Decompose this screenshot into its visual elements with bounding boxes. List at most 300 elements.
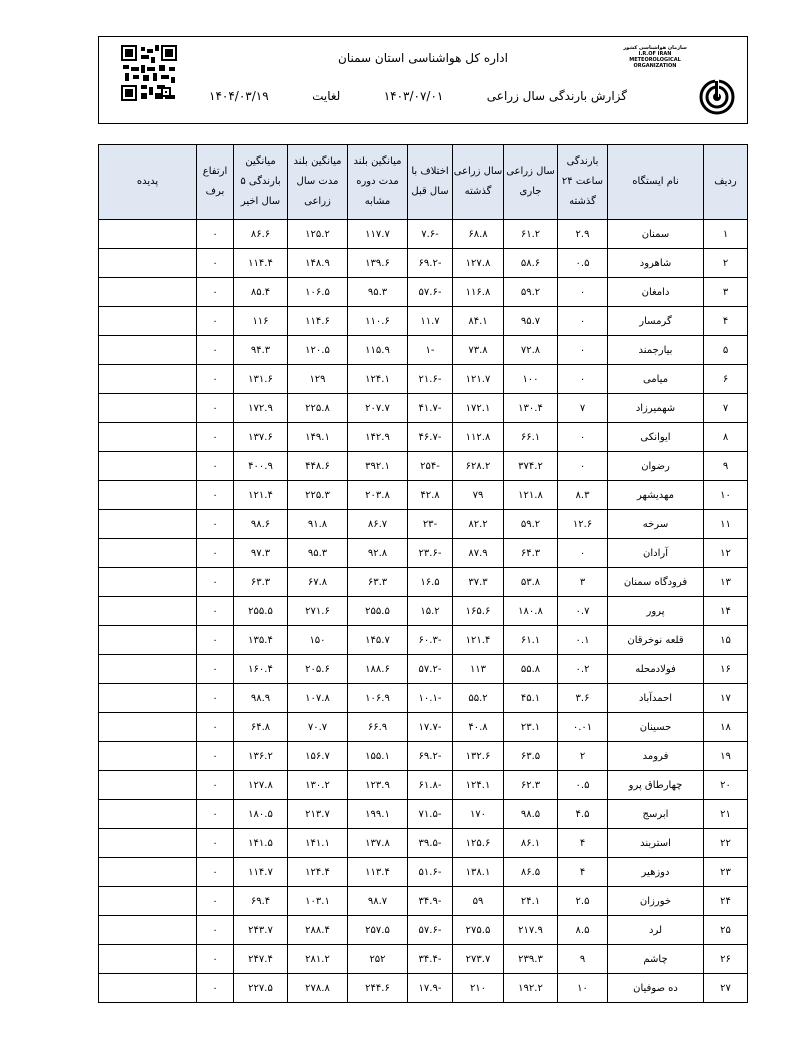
table-row	[99, 771, 748, 800]
table-cell: ۱۹۲.۲	[504, 974, 558, 1003]
table-cell: ۲۰۵.۶	[288, 655, 348, 684]
table-cell: ۱۱۴.۶	[288, 307, 348, 336]
table-cell: ۱۲	[704, 539, 748, 568]
column-header: اختلاف با سال قبل	[408, 145, 453, 220]
table-cell	[99, 829, 197, 858]
table-cell: ۰	[197, 365, 234, 394]
table-cell: ۲۵۷.۵	[348, 916, 408, 945]
qr-code-icon	[121, 45, 177, 101]
table-cell: ۱۵۶.۷	[288, 742, 348, 771]
table-cell	[99, 916, 197, 945]
table-cell: -۱	[408, 336, 453, 365]
table-cell: ۱۱.۷	[408, 307, 453, 336]
table-cell: ۰	[197, 510, 234, 539]
column-header: نام ایستگاه	[608, 145, 704, 220]
table-cell: ۸۶.۵	[504, 858, 558, 887]
table-cell: ۲۷۸.۸	[288, 974, 348, 1003]
table-cell: ۱۲۹	[288, 365, 348, 394]
report-header	[98, 36, 748, 124]
table-cell: گرمسار	[608, 307, 704, 336]
table-cell: ۶۲.۳	[504, 771, 558, 800]
table-cell: ۰	[197, 394, 234, 423]
table-cell: ۰	[197, 945, 234, 974]
table-cell: ۰	[558, 452, 608, 481]
table-cell: ۹	[704, 452, 748, 481]
table-cell: ۷	[704, 394, 748, 423]
table-cell: بیارجمند	[608, 336, 704, 365]
table-cell: ۱۱۷.۷	[348, 220, 408, 249]
table-cell: ۹۵.۳	[348, 278, 408, 307]
table-cell	[99, 713, 197, 742]
table-cell: ۰	[197, 278, 234, 307]
table-cell	[99, 655, 197, 684]
table-row	[99, 220, 748, 249]
table-cell: ۲۴۷.۴	[234, 945, 288, 974]
table-cell: ۱۲۳.۹	[348, 771, 408, 800]
table-cell: ۰	[558, 336, 608, 365]
table-cell: ۳	[558, 568, 608, 597]
table-cell: ۱۳۹.۶	[348, 249, 408, 278]
table-cell: ۱۳۲.۶	[453, 742, 504, 771]
table-cell: ۱۱	[704, 510, 748, 539]
table-cell: ۷۳.۸	[453, 336, 504, 365]
table-cell: ۴۰۰.۹	[234, 452, 288, 481]
table-cell: ۱۲۷.۸	[453, 249, 504, 278]
table-cell: ۰	[197, 887, 234, 916]
table-cell: ۹۵.۳	[288, 539, 348, 568]
table-cell: ۶۳.۳	[234, 568, 288, 597]
table-cell: ۱۲۴.۱	[453, 771, 504, 800]
table-body	[99, 220, 748, 1003]
table-cell: ۱۳۷.۸	[348, 829, 408, 858]
table-cell: ۹۴.۳	[234, 336, 288, 365]
column-header: سال زراعی جاری	[504, 145, 558, 220]
table-cell	[99, 742, 197, 771]
table-cell	[99, 452, 197, 481]
table-cell: ۸۷.۹	[453, 539, 504, 568]
table-row	[99, 713, 748, 742]
table-cell: مهدیشهر	[608, 481, 704, 510]
table-cell	[99, 423, 197, 452]
table-cell: ۱۴۲.۹	[348, 423, 408, 452]
table-cell: ۸۶.۶	[234, 220, 288, 249]
table-cell: -۲۱.۶	[408, 365, 453, 394]
table-cell: -۶۰.۳	[408, 626, 453, 655]
table-cell: ۵	[704, 336, 748, 365]
table-cell: ۳۷۴.۲	[504, 452, 558, 481]
table-cell: میامی	[608, 365, 704, 394]
table-cell: ۲۷۵.۵	[453, 916, 504, 945]
table-cell: -۲۳.۶	[408, 539, 453, 568]
table-cell: ۱۲۱.۷	[453, 365, 504, 394]
table-cell: ۶۷.۸	[288, 568, 348, 597]
table-cell: ۱۲.۶	[558, 510, 608, 539]
table-row	[99, 568, 748, 597]
table-cell: -۳۹.۵	[408, 829, 453, 858]
rainfall-table	[98, 144, 748, 1003]
table-cell: ۰	[558, 539, 608, 568]
table-cell: ۱۱۶.۸	[453, 278, 504, 307]
table-row	[99, 423, 748, 452]
table-row	[99, 307, 748, 336]
table-cell: ۲۴۳.۷	[234, 916, 288, 945]
table-cell: ۴۰.۸	[453, 713, 504, 742]
table-cell: ۱۴۵.۷	[348, 626, 408, 655]
table-cell	[99, 887, 197, 916]
table-cell: ۲۱	[704, 800, 748, 829]
table-cell: ۴.۵	[558, 800, 608, 829]
column-header: میانگین بلند مدت سال زراعی	[288, 145, 348, 220]
table-cell: ۴	[558, 829, 608, 858]
table-cell: ۶۸.۸	[453, 220, 504, 249]
table-cell: ۱۸۰.۵	[234, 800, 288, 829]
table-row	[99, 365, 748, 394]
table-cell	[99, 220, 197, 249]
column-header: سال زراعی گذشته	[453, 145, 504, 220]
table-cell: ۱۱۴.۴	[234, 249, 288, 278]
table-cell: ۱۴۹.۱	[288, 423, 348, 452]
table-cell: ۰	[197, 655, 234, 684]
column-header: بارندگی ساعت ۲۴ گذشته	[558, 145, 608, 220]
table-cell: چهارطاق پرو	[608, 771, 704, 800]
table-cell: ۰.۷	[558, 597, 608, 626]
table-cell: ۷	[558, 394, 608, 423]
table-cell: شهمیرزاد	[608, 394, 704, 423]
table-cell: ۲	[704, 249, 748, 278]
column-header: میانگین بارندگی ۵ سال اخیر	[234, 145, 288, 220]
table-cell: ۲۴	[704, 887, 748, 916]
table-cell	[99, 365, 197, 394]
table-cell	[99, 481, 197, 510]
table-cell: ۱۲۷.۸	[234, 771, 288, 800]
table-row	[99, 684, 748, 713]
table-cell: ۱۴۱.۱	[288, 829, 348, 858]
table-row	[99, 742, 748, 771]
table-cell: ۱۵۰	[288, 626, 348, 655]
table-cell: ۰	[558, 365, 608, 394]
table-cell: ۸	[704, 423, 748, 452]
table-cell: ۵۵.۲	[453, 684, 504, 713]
table-cell: -۵۱.۶	[408, 858, 453, 887]
table-cell: ۱۲۱.۸	[504, 481, 558, 510]
table-cell: ۱۱۳.۴	[348, 858, 408, 887]
table-cell: فرومد	[608, 742, 704, 771]
table-row	[99, 394, 748, 423]
table-cell	[99, 568, 197, 597]
table-cell: -۵۷.۶	[408, 916, 453, 945]
table-cell: -۱۰.۱	[408, 684, 453, 713]
table-cell: ۸.۳	[558, 481, 608, 510]
table-cell: ۱۸	[704, 713, 748, 742]
table-cell: ۱۵۵.۱	[348, 742, 408, 771]
table-cell: ۹۷.۳	[234, 539, 288, 568]
table-cell: ۰.۵	[558, 771, 608, 800]
table-cell: -۲۳	[408, 510, 453, 539]
table-cell: ۸۶.۱	[504, 829, 558, 858]
table-cell: -۱۷.۹	[408, 974, 453, 1003]
table-cell: ۰	[197, 626, 234, 655]
table-cell: ۹۸.۵	[504, 800, 558, 829]
table-cell	[99, 800, 197, 829]
table-cell: -۷۱.۵	[408, 800, 453, 829]
table-cell: ۰.۵	[558, 249, 608, 278]
table-cell: ۰	[197, 742, 234, 771]
table-cell	[99, 945, 197, 974]
table-cell: ۱۰۳.۱	[288, 887, 348, 916]
table-cell: ۹۸.۶	[234, 510, 288, 539]
table-row	[99, 655, 748, 684]
table-cell: ۱۰۰	[504, 365, 558, 394]
table-cell: ۹۵.۷	[504, 307, 558, 336]
org-title: اداره کل هواشناسی استان سمنان	[338, 51, 508, 65]
table-cell: سرخه	[608, 510, 704, 539]
table-cell: ۰	[197, 771, 234, 800]
table-cell: ۲۸۸.۴	[288, 916, 348, 945]
table-cell: ۰.۰۱	[558, 713, 608, 742]
table-cell: ۵۹	[453, 887, 504, 916]
table-cell: ۱۶۰.۴	[234, 655, 288, 684]
table-cell: ۶	[704, 365, 748, 394]
table-cell: ۱۶۵.۶	[453, 597, 504, 626]
table-cell: ۱۵	[704, 626, 748, 655]
table-cell: ۱۴	[704, 597, 748, 626]
table-cell	[99, 394, 197, 423]
table-row	[99, 887, 748, 916]
table-cell: ۱۷۰	[453, 800, 504, 829]
table-cell: -۱۷.۷	[408, 713, 453, 742]
table-cell: ۲۲۵.۳	[288, 481, 348, 510]
table-cell: ۲	[558, 742, 608, 771]
table-cell: ۸۶.۷	[348, 510, 408, 539]
table-cell: ۰	[197, 452, 234, 481]
table-cell	[99, 597, 197, 626]
table-cell: ۰.۲	[558, 655, 608, 684]
table-cell: آرادان	[608, 539, 704, 568]
table-cell: ۲۵۵.۵	[348, 597, 408, 626]
table-cell: ۶۴.۳	[504, 539, 558, 568]
table-cell: -۴۶.۷	[408, 423, 453, 452]
table-cell: ۳	[704, 278, 748, 307]
table-row	[99, 249, 748, 278]
table-cell: ۰	[197, 481, 234, 510]
table-cell: ۲۷۱.۶	[288, 597, 348, 626]
until-label: لغایت	[312, 89, 341, 103]
table-cell: ۸۲.۲	[453, 510, 504, 539]
table-cell: -۳۴.۹	[408, 887, 453, 916]
table-cell: ۲۱۳.۷	[288, 800, 348, 829]
table-cell: ۲۱۰	[453, 974, 504, 1003]
table-cell: ۰	[197, 307, 234, 336]
table-cell: ۰	[558, 278, 608, 307]
table-cell	[99, 771, 197, 800]
table-row	[99, 626, 748, 655]
date-from: ۱۴۰۳/۰۷/۰۱	[383, 89, 444, 103]
table-cell: ۱۱۴.۷	[234, 858, 288, 887]
table-cell: -۲۵۴	[408, 452, 453, 481]
table-row	[99, 452, 748, 481]
table-cell: ۲۲	[704, 829, 748, 858]
table-cell: احمدآباد	[608, 684, 704, 713]
table-cell: شاهرود	[608, 249, 704, 278]
table-cell: ۴	[558, 858, 608, 887]
table-cell: ده صوفیان	[608, 974, 704, 1003]
table-row	[99, 858, 748, 887]
table-cell: رضوان	[608, 452, 704, 481]
table-header-row	[99, 145, 748, 220]
table-cell: فرودگاه سمنان	[608, 568, 704, 597]
table-cell: ۱۲۰.۵	[288, 336, 348, 365]
table-cell: ۱۳۱.۶	[234, 365, 288, 394]
table-cell: ۱	[704, 220, 748, 249]
table-cell: ۲۵۲	[348, 945, 408, 974]
table-cell: ۸۵.۴	[234, 278, 288, 307]
table-cell: حسینان	[608, 713, 704, 742]
table-cell: ۳.۶	[558, 684, 608, 713]
table-cell: ۹۱.۸	[288, 510, 348, 539]
table-cell: ۲۶	[704, 945, 748, 974]
table-cell: ۱۳۰.۴	[504, 394, 558, 423]
table-cell: ۴	[704, 307, 748, 336]
table-cell: ۱۲۱.۴	[234, 481, 288, 510]
table-row	[99, 916, 748, 945]
table-cell: ۱۰	[558, 974, 608, 1003]
table-row	[99, 829, 748, 858]
table-row	[99, 945, 748, 974]
report-title: گزارش بارندگی سال زراعی	[486, 89, 627, 103]
table-cell: ۱۰۶.۵	[288, 278, 348, 307]
table-cell: ۱۰	[704, 481, 748, 510]
table-cell: ۲۴.۱	[504, 887, 558, 916]
table-cell: ۱۸۰.۸	[504, 597, 558, 626]
table-cell: ۱۳	[704, 568, 748, 597]
table-cell: ۷۲.۸	[504, 336, 558, 365]
table-cell: ۶۲۸.۲	[453, 452, 504, 481]
table-cell: ۲۳۹.۳	[504, 945, 558, 974]
table-row	[99, 974, 748, 1003]
table-cell: ۰	[197, 336, 234, 365]
table-cell: ۲۴۴.۶	[348, 974, 408, 1003]
table-cell	[99, 684, 197, 713]
table-cell: ۵۹.۲	[504, 510, 558, 539]
column-header: پدیده	[99, 145, 197, 220]
table-row	[99, 539, 748, 568]
table-cell: ۱۱۳	[453, 655, 504, 684]
table-cell: ۰	[197, 858, 234, 887]
table-cell: ۲.۹	[558, 220, 608, 249]
table-cell: ۱۳۵.۴	[234, 626, 288, 655]
table-cell: ۱۳۰.۲	[288, 771, 348, 800]
table-cell: ۱۰۷.۸	[288, 684, 348, 713]
table-cell: ۱۴۸.۹	[288, 249, 348, 278]
table-row	[99, 510, 748, 539]
table-cell: ۱۲۵.۲	[288, 220, 348, 249]
table-cell: -۶۹.۲	[408, 249, 453, 278]
table-cell: ۰	[197, 568, 234, 597]
table-cell: ۱۰۶.۹	[348, 684, 408, 713]
table-cell: ۹۸.۷	[348, 887, 408, 916]
table-cell: ۱۲۵.۶	[453, 829, 504, 858]
table-cell: ۳۹۲.۱	[348, 452, 408, 481]
table-cell: ۰	[197, 539, 234, 568]
table-cell: ۶۳.۵	[504, 742, 558, 771]
table-cell: ۳۷.۳	[453, 568, 504, 597]
table-cell: ۲۰۷.۷	[348, 394, 408, 423]
table-cell: ۱۷	[704, 684, 748, 713]
table-cell: ۲۰	[704, 771, 748, 800]
table-cell: ۰	[558, 307, 608, 336]
table-cell: ۲۲۷.۵	[234, 974, 288, 1003]
table-cell: ایوانکی	[608, 423, 704, 452]
table-cell: ۶۶.۹	[348, 713, 408, 742]
table-cell: ۴۴۸.۶	[288, 452, 348, 481]
table-cell: دوزهیر	[608, 858, 704, 887]
table-cell: ۱۶.۵	[408, 568, 453, 597]
table-cell: ۲۳.۱	[504, 713, 558, 742]
table-cell: ۶۶.۱	[504, 423, 558, 452]
table-cell: -۵۷.۲	[408, 655, 453, 684]
table-cell: ۵۵.۸	[504, 655, 558, 684]
table-cell: ۰	[197, 800, 234, 829]
table-cell: سمنان	[608, 220, 704, 249]
table-cell: ۰	[197, 974, 234, 1003]
table-cell: ۱۱۲.۸	[453, 423, 504, 452]
table-cell: ۱۳۸.۱	[453, 858, 504, 887]
table-cell: -۶۱.۸	[408, 771, 453, 800]
table-cell: خورزان	[608, 887, 704, 916]
table-cell: ۱۷۲.۱	[453, 394, 504, 423]
table-cell: ۲۳	[704, 858, 748, 887]
table-cell: ۲.۵	[558, 887, 608, 916]
table-row	[99, 597, 748, 626]
table-row	[99, 800, 748, 829]
table-cell: ۷۰.۷	[288, 713, 348, 742]
table-cell: ۶۱.۲	[504, 220, 558, 249]
table-cell: ۲۲۵.۸	[288, 394, 348, 423]
table-cell: ۰	[197, 829, 234, 858]
report-subtitle	[209, 89, 627, 103]
table-cell: ۹۲.۸	[348, 539, 408, 568]
table-cell	[99, 278, 197, 307]
table-cell: ۱۵.۲	[408, 597, 453, 626]
table-cell: ۵۸.۶	[504, 249, 558, 278]
table-cell: ۵۳.۸	[504, 568, 558, 597]
table-cell: ۶۴.۸	[234, 713, 288, 742]
table-cell: ۱۱۶	[234, 307, 288, 336]
table-cell: ۶۳.۳	[348, 568, 408, 597]
table-cell: ۱۸۸.۶	[348, 655, 408, 684]
table-cell: ۵۹.۲	[504, 278, 558, 307]
table-cell: ۲۵	[704, 916, 748, 945]
table-cell: ۱۲۱.۴	[453, 626, 504, 655]
table-cell: ۲۸۱.۲	[288, 945, 348, 974]
table-cell: ۱۲۴.۱	[348, 365, 408, 394]
table-cell: ۱۹۹.۱	[348, 800, 408, 829]
table-cell	[99, 539, 197, 568]
table-cell: ابرسج	[608, 800, 704, 829]
table-cell: ۱۳۶.۲	[234, 742, 288, 771]
table-cell: ۸۴.۱	[453, 307, 504, 336]
table-cell	[99, 249, 197, 278]
table-cell	[99, 510, 197, 539]
table-cell: ۰	[197, 684, 234, 713]
table-cell: ۰	[197, 249, 234, 278]
table-cell: ۱۲۴.۴	[288, 858, 348, 887]
logo-text: سازمان هواشناسی کشور I.R.OF IRAN METEOROLOGICAL ORGANIZATION	[623, 45, 687, 69]
table-cell: ۹۸.۹	[234, 684, 288, 713]
table-cell: ۷۹	[453, 481, 504, 510]
table-cell: ۱۷۲.۹	[234, 394, 288, 423]
table-row	[99, 278, 748, 307]
